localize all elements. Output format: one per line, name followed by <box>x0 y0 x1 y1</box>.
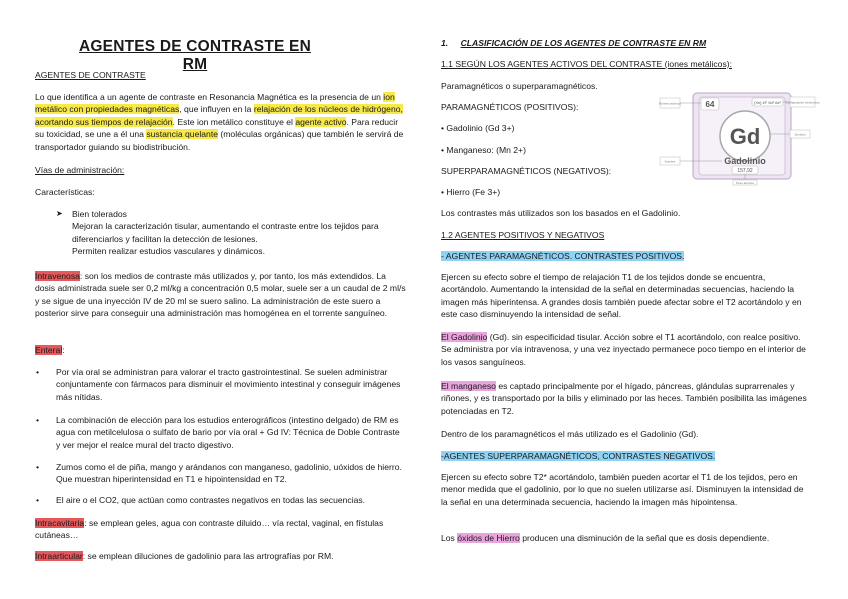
intro-text-4: . Para reducir su toxicidad, se une a él una <box>35 116 399 140</box>
gadolinio-paragraph <box>441 331 811 368</box>
manganeso-text: es captado principalmente por el hígado, páncreas, glándulas suprarrenales y riñones, y es transportado por la bilis y eliminado por las heces. También posibilita las imágenes potenciadas en T2. <box>441 381 807 416</box>
paramag-highlight: - AGENTES PARAMAGNÉTICOS. CONTRASTES POSITIVOS. <box>441 251 685 261</box>
enteral-heading <box>35 344 65 356</box>
bullet-dot-icon: • <box>36 367 40 377</box>
element-name: Gadolinio <box>724 156 766 166</box>
gadolinio-text: (Gd). sin especificidad tisular. Acción sobre el T1 acortándolo, con realce positivo. Se administra por vía intravenosa, y una vez inyectado permanece poco tiempo en el interior de los vasos sanguíneos. <box>441 332 806 367</box>
enteral-bullet-2 <box>36 414 406 451</box>
manganeso-paragraph <box>441 380 811 417</box>
intracavitaria-label: Intracavitaria <box>35 518 85 528</box>
mas-utilizados: Los contrastes más utilizados son los basados en el Gadolinio. <box>441 208 681 218</box>
section-number: 1. <box>441 38 449 48</box>
enteral-bullet-text: El aire o el CO2, que actúan como contrastes negativos en todas las secuencias. <box>56 495 366 505</box>
intro-text-2: , que influyen en la <box>179 104 252 115</box>
superparamag-paragraph: Ejercen su efecto sobre T2* acortándolo, también pueden acortar el T1 de los tejidos, pero en menor medida que el gadolinio, por lo que no suelen utilizarse así. Disminuyen la intensidad de la señal en una determinada secuencia, haciendo la imagen más hipointensa. <box>441 472 804 507</box>
caracteristicas-label: Características: <box>35 187 95 197</box>
superparamag-negativos: SUPERPARAMAGNÉTICOS (NEGATIVOS): <box>441 166 612 176</box>
intravenosa-text: : son los medios de contraste más utilizados y, por tanto, los más extendidos. La dosis administrada suele ser 0,2 ml/kg a concentración 0,5 molar, suele ser a un caudal de 2 ml/s y se sigue de una inyección IV de 20 ml se suero salino. La administración de este suero a posterior sirve para conseguir una administración mas homogénea en el torrente sanguíneo. <box>35 271 406 319</box>
section-subtitle: AGENTES DE CONTRASTE <box>35 70 146 80</box>
highlight-sustancia-quelante: sustancia quelante <box>146 129 218 140</box>
manganeso-label: El manganeso <box>441 381 496 391</box>
caracteristicas-item <box>56 208 408 258</box>
section-heading-1 <box>441 37 706 49</box>
highlight-relajacion: relajación de los núcleos de hidrógeno, acortando sus tiempos de relajación <box>35 104 403 127</box>
oxidos-text: producen una disminución de la señal que es dosis dependiente. <box>519 533 770 543</box>
section-heading-1-1: 1.1 SEGÚN LOS AGENTES ACTIVOS DEL CONTRASTE (iones metálicos): <box>441 59 732 69</box>
highlight-agente-activo: agente activo <box>295 116 347 127</box>
intravenosa-label: Intravenosa <box>35 271 80 281</box>
atomic-mass: 157,92 <box>737 168 753 174</box>
para-super-text: Paramagnéticos o superparamagnéticos. <box>441 81 598 91</box>
dentro-text: Dentro de los paramagnéticos el más utilizado es el Gadolinio (Gd). <box>441 429 699 439</box>
superparamag-highlight: -AGENTES SUPERPARAMAGNÉTICOS, CONTRASTES NEGATIVOS. <box>441 451 716 461</box>
intro-text-1: Lo que identifica a un agente de contraste en Resonancia Magnética es la presencia de un <box>35 92 381 102</box>
highlight-ion-metalico: ion metálico con propiedades magnéticas <box>35 92 395 115</box>
element-symbol: Gd <box>729 124 761 149</box>
atomic-number: 64 <box>705 100 715 109</box>
intracavitaria-paragraph <box>35 517 407 542</box>
section-heading-1-2: 1.2 AGENTES POSITIVOS Y NEGATIVOS <box>441 230 605 240</box>
vias-title: Vías de administración: <box>35 165 125 175</box>
enteral-bullet-1 <box>36 366 406 403</box>
intraarticular-paragraph <box>35 550 407 562</box>
bullet-dot-icon: • <box>36 495 40 505</box>
intraarticular-label: Intraarticular <box>35 551 83 561</box>
intro-text-5: (moléculas orgánicas) que también le servirá de transportador guiando su biodistribución. <box>35 129 404 152</box>
enteral-colon: : <box>62 345 65 355</box>
enteral-bullet-3 <box>36 461 406 486</box>
gadolinio-label: El Gadolinio <box>441 332 488 342</box>
bullet-dot-icon: • <box>36 415 40 425</box>
page-title: AGENTES DE CONTRASTE EN RM <box>79 38 311 73</box>
paramag-highlight-heading <box>441 250 684 262</box>
enteral-bullet-4 <box>36 494 406 506</box>
gadolinium-element-figure <box>658 89 820 185</box>
bien-line-2: Mejoran la caracterización tisular, aumentando el contraste entre los tejidos para diferenciarlos y facilitan la detección de lesiones. <box>72 221 379 244</box>
oxidos-pre: Los <box>441 533 458 543</box>
enteral-bullet-text: La combinación de elección para los estudios enterográficos (intestino delgado) de RM es agua con metilcelulosa o sulfato de bario por vía oral + Gd IV: Técnica de Doble Contraste y ver mejor el realce mural del tracto digestivo. <box>56 415 400 450</box>
bullet-dot-icon: • <box>36 462 40 472</box>
enteral-bullet-text: Por vía oral se administran para valorar el tracto gastrointestinal. Se suelen administrar conjuntamente con fármacos para disminuir el movimiento intestinal y conseguir imágenes más nítidas. <box>56 367 401 402</box>
hierro-item: • Hierro (Fe 3+) <box>441 187 501 197</box>
paramag-positivos: PARAMAGNÉTICOS (POSITIVOS): <box>441 102 579 112</box>
arrow-bullet-icon: ➤ <box>56 209 63 218</box>
intraarticular-text: : se emplean diluciones de gadolinio para las artrografías por RM. <box>82 551 334 561</box>
superparamag-highlight-heading <box>441 450 715 462</box>
label-nombre: Nombre <box>664 159 676 164</box>
bien-line-3: Permiten realizar estudios vasculares y dinámicos. <box>72 246 265 257</box>
section-heading-text: CLASIFICACIÓN DE LOS AGENTES DE CONTRASTE EN RM <box>460 38 707 48</box>
enteral-label: Enteral <box>35 345 63 355</box>
label-configuracion: Configuración electrónica <box>785 100 820 105</box>
intro-paragraph <box>35 91 407 153</box>
oxidos-label: óxidos de Hierro <box>457 533 520 543</box>
intro-text-3: . Este ion metálico constituye el <box>172 116 293 127</box>
enteral-bullet-text: Zumos como el de piña, mango y arándanos con manganeso, gadolinio, uóxidos de hierro. Que muestran hiperintensidad en T1 e hipointensidad en T2. <box>56 462 402 485</box>
paramag-paragraph: Ejercen su efecto sobre el tiempo de relajación T1 de los tejidos donde se encuentra, acortándolo. Aumentando la intensidad de la señal en determinadas secuencias, haciendo la imagen más hiperintensa. A grandes dosis también puede afectar sobre el T2 acortándolo y en este caso disminuyendo la intensidad de señal. <box>441 272 802 320</box>
label-peso-atomico: Peso atómico <box>735 181 755 185</box>
intravenosa-paragraph <box>35 270 407 320</box>
electron-config: [Xe] 4f⁷ 5d¹ 6s² <box>754 100 781 105</box>
intracavitaria-text: : se emplean geles, agua con contraste diluido… vía rectal, vaginal, en fístulas cutáneas… <box>35 518 384 541</box>
bien-tolerados: Bien tolerados <box>72 209 127 219</box>
manganeso-item: • Manganeso: (Mn 2+) <box>441 145 526 155</box>
label-simbolo: Símbolo <box>794 132 806 137</box>
oxidos-paragraph <box>441 532 811 544</box>
label-numero-atomico: Número atómico <box>658 101 682 106</box>
gadolinio-item: • Gadolinio (Gd 3+) <box>441 123 515 133</box>
